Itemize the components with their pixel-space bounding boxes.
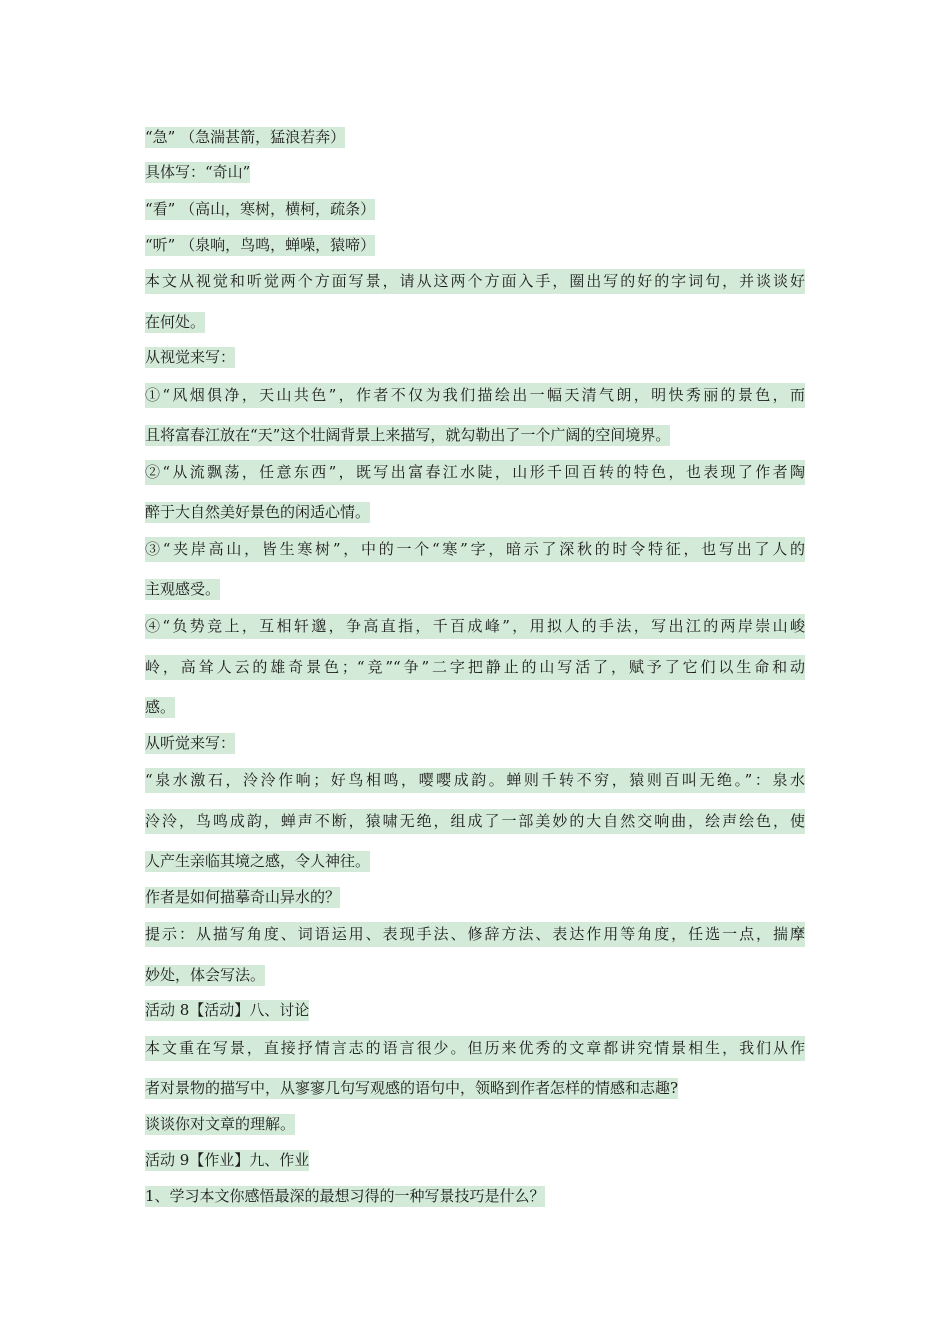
line-text: “泉水激石，泠泠作响；好鸟相鸣，嘤嘤成韵。蝉则千转不穷，猿则百叫无绝。”：泉水 [145,768,805,793]
text-line [145,537,805,562]
line-text: 谈谈你对文章的理解。 [145,1115,296,1133]
line-text: 妙处，体会写法。 [145,966,266,984]
text-line [145,809,805,834]
text-line [145,850,370,872]
line-text: 作者是如何描摹奇山异水的？ [145,888,341,906]
text-line [145,655,805,680]
line-text: 本文从视觉和听觉两个方面写景，请从这两个方面入手，圈出写的好的字词句，并谈谈好 [145,269,805,294]
line-text: ④“负势竞上，互相轩邈，争高直指，千百成峰”，用拟人的手法，写出江的两岸崇山峻 [145,614,805,639]
line-text: 岭，高耸人云的雄奇景色；“竞”“争”二字把静止的山写活了，赋予了它们以生命和动 [145,655,805,680]
text-line [145,126,345,148]
line-text: 提示：从描写角度、词语运用、表现手法、修辞方法、表达作用等角度，任选一点，揣摩 [145,922,805,947]
line-text: 从听觉来写： [145,734,236,752]
text-line [145,964,265,986]
line-text: 人产生亲临其境之感，令人神往。 [145,852,371,870]
line-text: 者对景物的描写中，从寥寥几句写观感的语句中，领略到作者怎样的情感和志趣? [145,1079,679,1097]
text-line [145,1149,309,1171]
text-line [145,1185,545,1207]
text-line [145,346,235,368]
line-text: “急” （急湍甚箭，猛浪若奔） [145,128,346,146]
line-text: 活动 9【作业】九、作业 [145,1151,310,1169]
line-text: ①“风烟俱净，天山共色”，作者不仅为我们描绘出一幅天清气朗，明快秀丽的景色，而 [145,383,805,408]
text-line [145,886,340,908]
line-text: 泠泠，鸟鸣成韵，蝉声不断，猿啸无绝，组成了一部美妙的大自然交响曲，绘声绘色，使 [145,809,805,834]
text-line [145,1077,678,1099]
line-text: 醉于大自然美好景色的闲适心情。 [145,503,371,521]
line-text: 活动 8【活动】八、讨论 [145,1001,310,1019]
line-text: “看” （高山，寒树，横柯，疏条） [145,200,376,218]
text-line [145,696,175,718]
text-line [145,1113,295,1135]
line-text: 感。 [145,698,176,716]
line-text: 从视觉来写： [145,348,236,366]
text-line [145,269,805,294]
text-line [145,383,805,408]
text-line [145,922,805,947]
text-line [145,161,250,183]
text-line [145,501,370,523]
text-line [145,1036,805,1061]
line-text: ③“夹岸高山，皆生寒树”，中的一个“寒”字，暗示了深秋的时令特征，也写出了人的 [145,537,805,562]
text-line [145,234,375,256]
line-text: “听” （泉响，鸟鸣，蝉噪，猿啼） [145,236,376,254]
text-line [145,732,235,754]
line-text: 1、学习本文你感悟最深的最想习得的一种写景技巧是什么？ [145,1187,545,1205]
text-line [145,424,670,446]
line-text: 具体写：“奇山” [145,163,251,181]
line-text: 主观感受。 [145,580,221,598]
text-line [145,768,805,793]
line-text: 本文重在写景，直接抒情言志的语言很少。但历来优秀的文章都讲究情景相生，我们从作 [145,1036,805,1061]
line-text: 在何处。 [145,313,206,331]
text-line [145,999,309,1021]
text-line [145,578,220,600]
line-text: 且将富春江放在“天”这个壮阔背景上来描写，就勾勒出了一个广阔的空间境界。 [145,426,671,444]
text-line [145,460,805,485]
text-line [145,311,205,333]
text-line [145,614,805,639]
text-line [145,198,375,220]
line-text: ②“从流飘荡，任意东西”，既写出富春江水陡，山形千回百转的特色，也表现了作者陶 [145,460,805,485]
